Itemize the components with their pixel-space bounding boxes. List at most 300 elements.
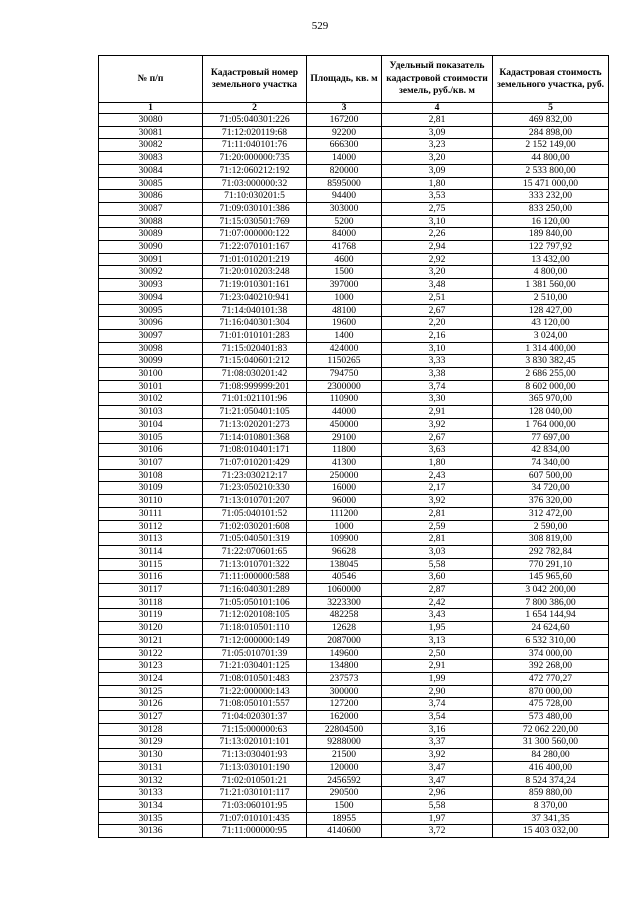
unit-value-cell: 2,81 <box>382 114 493 127</box>
table-row <box>99 253 609 266</box>
cadastral-value-cell: 145 965,60 <box>493 571 609 584</box>
unit-value-cell: 5,58 <box>382 799 493 812</box>
cadastral-number-cell: 71:22:070601:65 <box>203 545 307 558</box>
unit-value-cell: 2,16 <box>382 329 493 342</box>
unit-value-cell: 3,74 <box>382 380 493 393</box>
cadastral-value-cell: 3 042 200,00 <box>493 584 609 597</box>
cadastral-number-cell: 71:21:050401:105 <box>203 406 307 419</box>
table-row <box>99 456 609 469</box>
header-unit-value: Удельный показатель кадастровой стоимости земель, руб./кв. м <box>382 56 493 103</box>
table-row <box>99 711 609 724</box>
area-cell: 4600 <box>307 253 382 266</box>
row-number-cell: 30115 <box>99 558 203 571</box>
area-cell: 450000 <box>307 418 382 431</box>
cadastral-value-cell: 365 970,00 <box>493 393 609 406</box>
area-cell: 11800 <box>307 444 382 457</box>
row-number-cell: 30123 <box>99 660 203 673</box>
table-row <box>99 279 609 292</box>
cadastral-number-cell: 71:09:030101:386 <box>203 202 307 215</box>
area-cell: 41300 <box>307 456 382 469</box>
table-row <box>99 787 609 800</box>
area-cell: 94400 <box>307 190 382 203</box>
row-number-cell: 30122 <box>99 647 203 660</box>
cadastral-number-cell: 71:01:010101:283 <box>203 329 307 342</box>
area-cell: 794750 <box>307 368 382 381</box>
unit-value-cell: 3,92 <box>382 418 493 431</box>
area-cell: 84000 <box>307 228 382 241</box>
cadastral-number-cell: 71:23:030212:17 <box>203 469 307 482</box>
table-row <box>99 622 609 635</box>
cadastral-number-cell: 71:07:010101:435 <box>203 812 307 825</box>
unit-value-cell: 3,10 <box>382 215 493 228</box>
row-number-cell: 30130 <box>99 749 203 762</box>
cadastral-value-cell: 84 280,00 <box>493 749 609 762</box>
cadastral-number-cell: 71:10:030201:5 <box>203 190 307 203</box>
cadastral-value-cell: 376 320,00 <box>493 495 609 508</box>
table-row <box>99 571 609 584</box>
cadastral-value-cell: 24 624,60 <box>493 622 609 635</box>
table-row <box>99 393 609 406</box>
area-cell: 9288000 <box>307 736 382 749</box>
unit-value-cell: 2,59 <box>382 520 493 533</box>
unit-value-cell: 2,90 <box>382 685 493 698</box>
table-row <box>99 545 609 558</box>
unit-value-cell: 2,81 <box>382 507 493 520</box>
unit-value-cell: 1,97 <box>382 812 493 825</box>
unit-value-cell: 2,75 <box>382 202 493 215</box>
unit-value-cell: 2,50 <box>382 647 493 660</box>
row-number-cell: 30086 <box>99 190 203 203</box>
cadastral-value-cell: 1 654 144,94 <box>493 609 609 622</box>
cadastral-number-cell: 71:03:060101:95 <box>203 799 307 812</box>
row-number-cell: 30118 <box>99 596 203 609</box>
cadastral-number-cell: 71:08:010401:171 <box>203 444 307 457</box>
cadastral-value-cell: 2 152 149,00 <box>493 139 609 152</box>
area-cell: 237573 <box>307 672 382 685</box>
unit-value-cell: 3,60 <box>382 571 493 584</box>
row-number-cell: 30088 <box>99 215 203 228</box>
cadastral-value-cell: 475 728,00 <box>493 698 609 711</box>
area-cell: 167200 <box>307 114 382 127</box>
row-number-cell: 30089 <box>99 228 203 241</box>
area-cell: 482258 <box>307 609 382 622</box>
cadastral-number-cell: 71:21:030401:125 <box>203 660 307 673</box>
row-number-cell: 30113 <box>99 533 203 546</box>
cadastral-number-cell: 71:08:010501:483 <box>203 672 307 685</box>
area-cell: 1000 <box>307 291 382 304</box>
row-number-cell: 30093 <box>99 279 203 292</box>
area-cell: 290500 <box>307 787 382 800</box>
area-cell: 5200 <box>307 215 382 228</box>
row-number-cell: 30114 <box>99 545 203 558</box>
area-cell: 162000 <box>307 711 382 724</box>
table-row <box>99 317 609 330</box>
row-number-cell: 30094 <box>99 291 203 304</box>
unit-value-cell: 3,20 <box>382 152 493 165</box>
row-number-cell: 30131 <box>99 761 203 774</box>
table-row <box>99 558 609 571</box>
unit-value-cell: 1,99 <box>382 672 493 685</box>
row-number-cell: 30112 <box>99 520 203 533</box>
cadastral-value-cell: 472 770,27 <box>493 672 609 685</box>
area-cell: 92200 <box>307 126 382 139</box>
row-number-cell: 30097 <box>99 329 203 342</box>
column-index: 2 <box>203 103 307 114</box>
unit-value-cell: 2,96 <box>382 787 493 800</box>
row-number-cell: 30127 <box>99 711 203 724</box>
cadastral-number-cell: 71:20:010203:248 <box>203 266 307 279</box>
cadastral-number-cell: 71:01:010201:219 <box>203 253 307 266</box>
cadastral-number-cell: 71:05:040301:226 <box>203 114 307 127</box>
cadastral-value-cell: 3 830 382,45 <box>493 355 609 368</box>
table-row <box>99 431 609 444</box>
area-cell: 1500 <box>307 266 382 279</box>
table-row <box>99 647 609 660</box>
area-cell: 250000 <box>307 469 382 482</box>
unit-value-cell: 3,92 <box>382 749 493 762</box>
table-row <box>99 177 609 190</box>
row-number-cell: 30081 <box>99 126 203 139</box>
unit-value-cell: 2,92 <box>382 253 493 266</box>
cadastral-value-cell: 8 602 000,00 <box>493 380 609 393</box>
cadastral-number-cell: 71:18:010501:110 <box>203 622 307 635</box>
unit-value-cell: 3,53 <box>382 190 493 203</box>
cadastral-value-cell: 4 800,00 <box>493 266 609 279</box>
row-number-cell: 30105 <box>99 431 203 444</box>
table-row <box>99 114 609 127</box>
row-number-cell: 30110 <box>99 495 203 508</box>
cadastral-value-cell: 128 040,00 <box>493 406 609 419</box>
table-row <box>99 660 609 673</box>
cadastral-value-cell: 3 024,00 <box>493 329 609 342</box>
cadastral-number-cell: 71:19:010301:161 <box>203 279 307 292</box>
cadastral-value-cell: 74 340,00 <box>493 456 609 469</box>
cadastral-number-cell: 71:22:000000:143 <box>203 685 307 698</box>
cadastral-number-cell: 71:13:030401:93 <box>203 749 307 762</box>
unit-value-cell: 3,10 <box>382 342 493 355</box>
cadastral-value-cell: 122 797,92 <box>493 241 609 254</box>
row-number-cell: 30087 <box>99 202 203 215</box>
cadastral-number-cell: 71:01:021101:96 <box>203 393 307 406</box>
area-cell: 14000 <box>307 152 382 165</box>
cadastral-value-cell: 374 000,00 <box>493 647 609 660</box>
row-number-cell: 30109 <box>99 482 203 495</box>
table-row <box>99 380 609 393</box>
cadastral-table <box>98 55 609 838</box>
cadastral-number-cell: 71:22:070101:167 <box>203 241 307 254</box>
header-area: Площадь, кв. м <box>307 56 382 103</box>
cadastral-number-cell: 71:11:000000:95 <box>203 825 307 838</box>
table-row <box>99 507 609 520</box>
header-cadastral-number: Кадастровый номер земельного участка <box>203 56 307 103</box>
cadastral-number-cell: 71:07:000000:122 <box>203 228 307 241</box>
table-row <box>99 761 609 774</box>
area-cell: 19600 <box>307 317 382 330</box>
cadastral-value-cell: 333 232,00 <box>493 190 609 203</box>
cadastral-number-cell: 71:05:040101:52 <box>203 507 307 520</box>
area-cell: 397000 <box>307 279 382 292</box>
row-number-cell: 30090 <box>99 241 203 254</box>
cadastral-number-cell: 71:07:010201:429 <box>203 456 307 469</box>
unit-value-cell: 2,26 <box>382 228 493 241</box>
cadastral-value-cell: 573 480,00 <box>493 711 609 724</box>
area-cell: 48100 <box>307 304 382 317</box>
area-cell: 120000 <box>307 761 382 774</box>
unit-value-cell: 2,91 <box>382 660 493 673</box>
area-cell: 1150265 <box>307 355 382 368</box>
row-number-cell: 30103 <box>99 406 203 419</box>
cadastral-number-cell: 71:23:050210:330 <box>203 482 307 495</box>
cadastral-number-cell: 71:12:000000:149 <box>203 634 307 647</box>
row-number-cell: 30111 <box>99 507 203 520</box>
table-row <box>99 406 609 419</box>
cadastral-value-cell: 15 403 032,00 <box>493 825 609 838</box>
table-row <box>99 596 609 609</box>
row-number-cell: 30128 <box>99 723 203 736</box>
column-index: 3 <box>307 103 382 114</box>
cadastral-number-cell: 71:11:040101:76 <box>203 139 307 152</box>
unit-value-cell: 2,87 <box>382 584 493 597</box>
area-cell: 16000 <box>307 482 382 495</box>
row-number-cell: 30120 <box>99 622 203 635</box>
row-number-cell: 30102 <box>99 393 203 406</box>
cadastral-value-cell: 1 764 000,00 <box>493 418 609 431</box>
unit-value-cell: 1,95 <box>382 622 493 635</box>
unit-value-cell: 3,09 <box>382 126 493 139</box>
unit-value-cell: 3,13 <box>382 634 493 647</box>
table-row <box>99 482 609 495</box>
cadastral-value-cell: 189 840,00 <box>493 228 609 241</box>
table-row <box>99 799 609 812</box>
column-index: 4 <box>382 103 493 114</box>
row-number-cell: 30092 <box>99 266 203 279</box>
cadastral-number-cell: 71:02:010501:21 <box>203 774 307 787</box>
cadastral-value-cell: 607 500,00 <box>493 469 609 482</box>
area-cell: 22804500 <box>307 723 382 736</box>
table-row <box>99 495 609 508</box>
row-number-cell: 30098 <box>99 342 203 355</box>
cadastral-number-cell: 71:05:050101:106 <box>203 596 307 609</box>
area-cell: 44000 <box>307 406 382 419</box>
cadastral-number-cell: 71:13:020201:273 <box>203 418 307 431</box>
row-number-cell: 30108 <box>99 469 203 482</box>
row-number-cell: 30107 <box>99 456 203 469</box>
cadastral-number-cell: 71:16:040301:289 <box>203 584 307 597</box>
area-cell: 1000 <box>307 520 382 533</box>
table-row <box>99 126 609 139</box>
table-row <box>99 609 609 622</box>
table-row <box>99 584 609 597</box>
cadastral-number-cell: 71:15:000000:63 <box>203 723 307 736</box>
unit-value-cell: 3,37 <box>382 736 493 749</box>
cadastral-value-cell: 16 120,00 <box>493 215 609 228</box>
cadastral-value-cell: 416 400,00 <box>493 761 609 774</box>
page-number: 529 <box>311 20 329 32</box>
row-number-cell: 30096 <box>99 317 203 330</box>
table-row <box>99 368 609 381</box>
unit-value-cell: 2,94 <box>382 241 493 254</box>
cadastral-value-cell: 859 880,00 <box>493 787 609 800</box>
area-cell: 424000 <box>307 342 382 355</box>
row-number-cell: 30095 <box>99 304 203 317</box>
area-cell: 300000 <box>307 685 382 698</box>
row-number-cell: 30084 <box>99 164 203 177</box>
cadastral-number-cell: 71:16:040301:304 <box>203 317 307 330</box>
cadastral-value-cell: 2 510,00 <box>493 291 609 304</box>
table-row <box>99 202 609 215</box>
area-cell: 41768 <box>307 241 382 254</box>
cadastral-number-cell: 71:13:020101:101 <box>203 736 307 749</box>
area-cell: 2300000 <box>307 380 382 393</box>
cadastral-number-cell: 71:08:030201:42 <box>203 368 307 381</box>
table-row <box>99 228 609 241</box>
table-row <box>99 736 609 749</box>
unit-value-cell: 3,03 <box>382 545 493 558</box>
area-cell: 1500 <box>307 799 382 812</box>
row-number-cell: 30099 <box>99 355 203 368</box>
cadastral-number-cell: 71:14:040101:38 <box>203 304 307 317</box>
table-header-row <box>99 56 609 103</box>
table-row <box>99 749 609 762</box>
table-row <box>99 444 609 457</box>
row-number-cell: 30134 <box>99 799 203 812</box>
cadastral-value-cell: 6 532 310,00 <box>493 634 609 647</box>
area-cell: 3223300 <box>307 596 382 609</box>
unit-value-cell: 3,16 <box>382 723 493 736</box>
area-cell: 8595000 <box>307 177 382 190</box>
area-cell: 127200 <box>307 698 382 711</box>
unit-value-cell: 2,20 <box>382 317 493 330</box>
cadastral-value-cell: 13 432,00 <box>493 253 609 266</box>
row-number-cell: 30083 <box>99 152 203 165</box>
area-cell: 2087000 <box>307 634 382 647</box>
table-row <box>99 304 609 317</box>
cadastral-value-cell: 7 800 386,00 <box>493 596 609 609</box>
table-row <box>99 241 609 254</box>
cadastral-value-cell: 284 898,00 <box>493 126 609 139</box>
unit-value-cell: 3,09 <box>382 164 493 177</box>
table-row <box>99 685 609 698</box>
unit-value-cell: 2,81 <box>382 533 493 546</box>
table-row <box>99 825 609 838</box>
cadastral-number-cell: 71:15:020401:83 <box>203 342 307 355</box>
row-number-cell: 30136 <box>99 825 203 838</box>
area-cell: 21500 <box>307 749 382 762</box>
cadastral-value-cell: 77 697,00 <box>493 431 609 444</box>
table-row <box>99 329 609 342</box>
header-row-number: № п/п <box>99 56 203 103</box>
unit-value-cell: 3,63 <box>382 444 493 457</box>
cadastral-number-cell: 71:14:010801:368 <box>203 431 307 444</box>
unit-value-cell: 3,74 <box>382 698 493 711</box>
table-row <box>99 812 609 825</box>
table-row <box>99 164 609 177</box>
row-number-cell: 30091 <box>99 253 203 266</box>
table-row <box>99 520 609 533</box>
row-number-cell: 30126 <box>99 698 203 711</box>
cadastral-value-cell: 42 834,00 <box>493 444 609 457</box>
cadastral-number-cell: 71:23:040210:941 <box>203 291 307 304</box>
unit-value-cell: 2,67 <box>382 431 493 444</box>
table-column-index-row <box>99 103 609 114</box>
area-cell: 1060000 <box>307 584 382 597</box>
unit-value-cell: 3,33 <box>382 355 493 368</box>
cadastral-number-cell: 71:08:050101:557 <box>203 698 307 711</box>
unit-value-cell: 2,42 <box>382 596 493 609</box>
cadastral-value-cell: 43 120,00 <box>493 317 609 330</box>
area-cell: 4140600 <box>307 825 382 838</box>
area-cell: 12628 <box>307 622 382 635</box>
area-cell: 666300 <box>307 139 382 152</box>
cadastral-value-cell: 37 341,35 <box>493 812 609 825</box>
row-number-cell: 30119 <box>99 609 203 622</box>
unit-value-cell: 2,17 <box>382 482 493 495</box>
cadastral-number-cell: 71:15:030501:769 <box>203 215 307 228</box>
cadastral-value-cell: 469 832,00 <box>493 114 609 127</box>
table-row <box>99 355 609 368</box>
unit-value-cell: 1,80 <box>382 177 493 190</box>
row-number-cell: 30085 <box>99 177 203 190</box>
area-cell: 1400 <box>307 329 382 342</box>
cadastral-value-cell: 128 427,00 <box>493 304 609 317</box>
cadastral-value-cell: 1 314 400,00 <box>493 342 609 355</box>
table-row <box>99 672 609 685</box>
cadastral-number-cell: 71:05:040501:319 <box>203 533 307 546</box>
unit-value-cell: 3,20 <box>382 266 493 279</box>
cadastral-value-cell: 2 533 800,00 <box>493 164 609 177</box>
unit-value-cell: 2,91 <box>382 406 493 419</box>
row-number-cell: 30104 <box>99 418 203 431</box>
table-row <box>99 698 609 711</box>
cadastral-number-cell: 71:05:010701:39 <box>203 647 307 660</box>
area-cell: 96628 <box>307 545 382 558</box>
cadastral-value-cell: 392 268,00 <box>493 660 609 673</box>
row-number-cell: 30100 <box>99 368 203 381</box>
area-cell: 96000 <box>307 495 382 508</box>
cadastral-value-cell: 308 819,00 <box>493 533 609 546</box>
area-cell: 109900 <box>307 533 382 546</box>
unit-value-cell: 3,43 <box>382 609 493 622</box>
cadastral-number-cell: 71:13:030101:190 <box>203 761 307 774</box>
table-row <box>99 152 609 165</box>
table-row <box>99 139 609 152</box>
unit-value-cell: 3,23 <box>382 139 493 152</box>
row-number-cell: 30125 <box>99 685 203 698</box>
row-number-cell: 30121 <box>99 634 203 647</box>
cadastral-value-cell: 34 720,00 <box>493 482 609 495</box>
cadastral-number-cell: 71:11:000000:588 <box>203 571 307 584</box>
table-row <box>99 469 609 482</box>
cadastral-number-cell: 71:21:030101:117 <box>203 787 307 800</box>
cadastral-number-cell: 71:04:020301:37 <box>203 711 307 724</box>
unit-value-cell: 1,80 <box>382 456 493 469</box>
cadastral-value-cell: 770 291,10 <box>493 558 609 571</box>
cadastral-value-cell: 2 686 255,00 <box>493 368 609 381</box>
cadastral-number-cell: 71:08:999999:201 <box>203 380 307 393</box>
column-index: 1 <box>99 103 203 114</box>
unit-value-cell: 2,43 <box>382 469 493 482</box>
table-row <box>99 418 609 431</box>
row-number-cell: 30080 <box>99 114 203 127</box>
table-row <box>99 774 609 787</box>
cadastral-number-cell: 71:15:040601:212 <box>203 355 307 368</box>
area-cell: 111200 <box>307 507 382 520</box>
area-cell: 40546 <box>307 571 382 584</box>
cadastral-number-cell: 71:13:010701:207 <box>203 495 307 508</box>
cadastral-value-cell: 31 300 560,00 <box>493 736 609 749</box>
cadastral-number-cell: 71:20:000000:735 <box>203 152 307 165</box>
area-cell: 149600 <box>307 647 382 660</box>
